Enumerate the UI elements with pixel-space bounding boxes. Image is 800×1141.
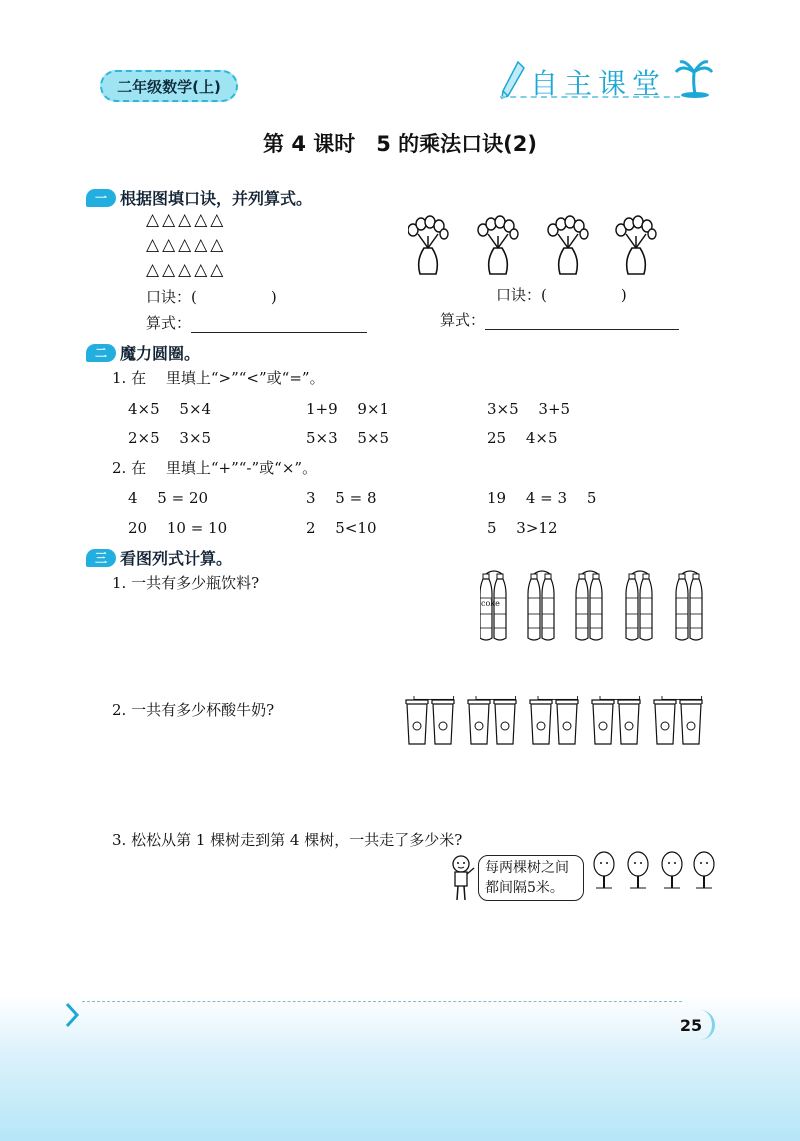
section3-q1: 1. 一共有多少瓶饮料? [112, 574, 260, 592]
compare-item: 2×5 3×5 [128, 429, 212, 447]
triangle-row-1: △△△△△ [146, 210, 227, 230]
operator-item: 20 10 = 10 [128, 519, 228, 537]
section3-q3: 3. 松松从第 1 棵树走到第 4 棵树，一共走了多少米? [112, 831, 463, 849]
speech-line-2: 都间隔5米。 [485, 880, 564, 896]
section3-q2: 2. 一共有多少杯酸牛奶? [112, 701, 275, 719]
answer-line[interactable] [191, 318, 367, 333]
compare-item: 25 4×5 [487, 429, 558, 447]
operator-item: 5 3>12 [487, 519, 558, 537]
section2-heading-text: 魔力圆圈。 [120, 344, 201, 363]
left-suanshi: 算式： [146, 312, 367, 333]
speech-line-1: 每两棵树之间 [485, 860, 569, 876]
operator-item: 2 5<10 [306, 519, 377, 537]
boy-illustration [446, 854, 476, 906]
chevron-right-icon [64, 1002, 80, 1032]
palm-tree-icon [674, 58, 714, 102]
operator-item: 4 5 = 20 [128, 489, 209, 507]
section3-heading-text: 看图列式计算。 [120, 549, 233, 568]
right-koujue: 口诀：( ) [496, 286, 627, 304]
section1-heading [86, 186, 312, 209]
section3-badge: 三 [86, 549, 116, 567]
triangle-row-2: △△△△△ [146, 235, 227, 255]
grade-badge: 二年级数学(上) [100, 70, 238, 102]
section2-q1: 1. 在 里填上“>”“<”或“=”。 [112, 369, 325, 387]
coke-label: coke [481, 599, 500, 608]
page-title: 第 4 课时 5 的乘法口诀(2) [263, 132, 537, 156]
compare-item: 3×5 3+5 [487, 400, 571, 418]
compare-item: 5×3 5×5 [306, 429, 390, 447]
trees [592, 850, 716, 896]
brand-title: 自主课堂 [530, 67, 667, 100]
operator-item: 3 5 = 8 [306, 489, 377, 507]
coke-bottles [480, 566, 720, 650]
section1-badge: 一 [86, 189, 116, 207]
page-number: 25 [670, 1010, 715, 1040]
right-suanshi: 算式： [440, 309, 679, 330]
compare-item: 4×5 5×4 [128, 400, 212, 418]
answer-line[interactable] [485, 315, 679, 330]
operator-item: 19 4 = 3 5 [487, 489, 597, 507]
compare-item: 1+9 9×1 [306, 400, 390, 418]
section2-q2: 2. 在 里填上“+”“-”或“×”。 [112, 459, 318, 477]
section3-heading [86, 546, 232, 569]
footer-divider [82, 1001, 682, 1002]
section2-heading [86, 341, 200, 364]
speech-bubble [478, 855, 584, 901]
left-koujue: 口诀：( ) [146, 288, 277, 306]
section2-badge: 二 [86, 344, 116, 362]
yogurt-cups [404, 696, 716, 752]
section1-heading-text: 根据图填口诀，并列算式。 [120, 189, 313, 208]
header-divider [500, 96, 680, 98]
flower-vases [408, 214, 674, 282]
triangle-row-3: △△△△△ [146, 260, 227, 280]
